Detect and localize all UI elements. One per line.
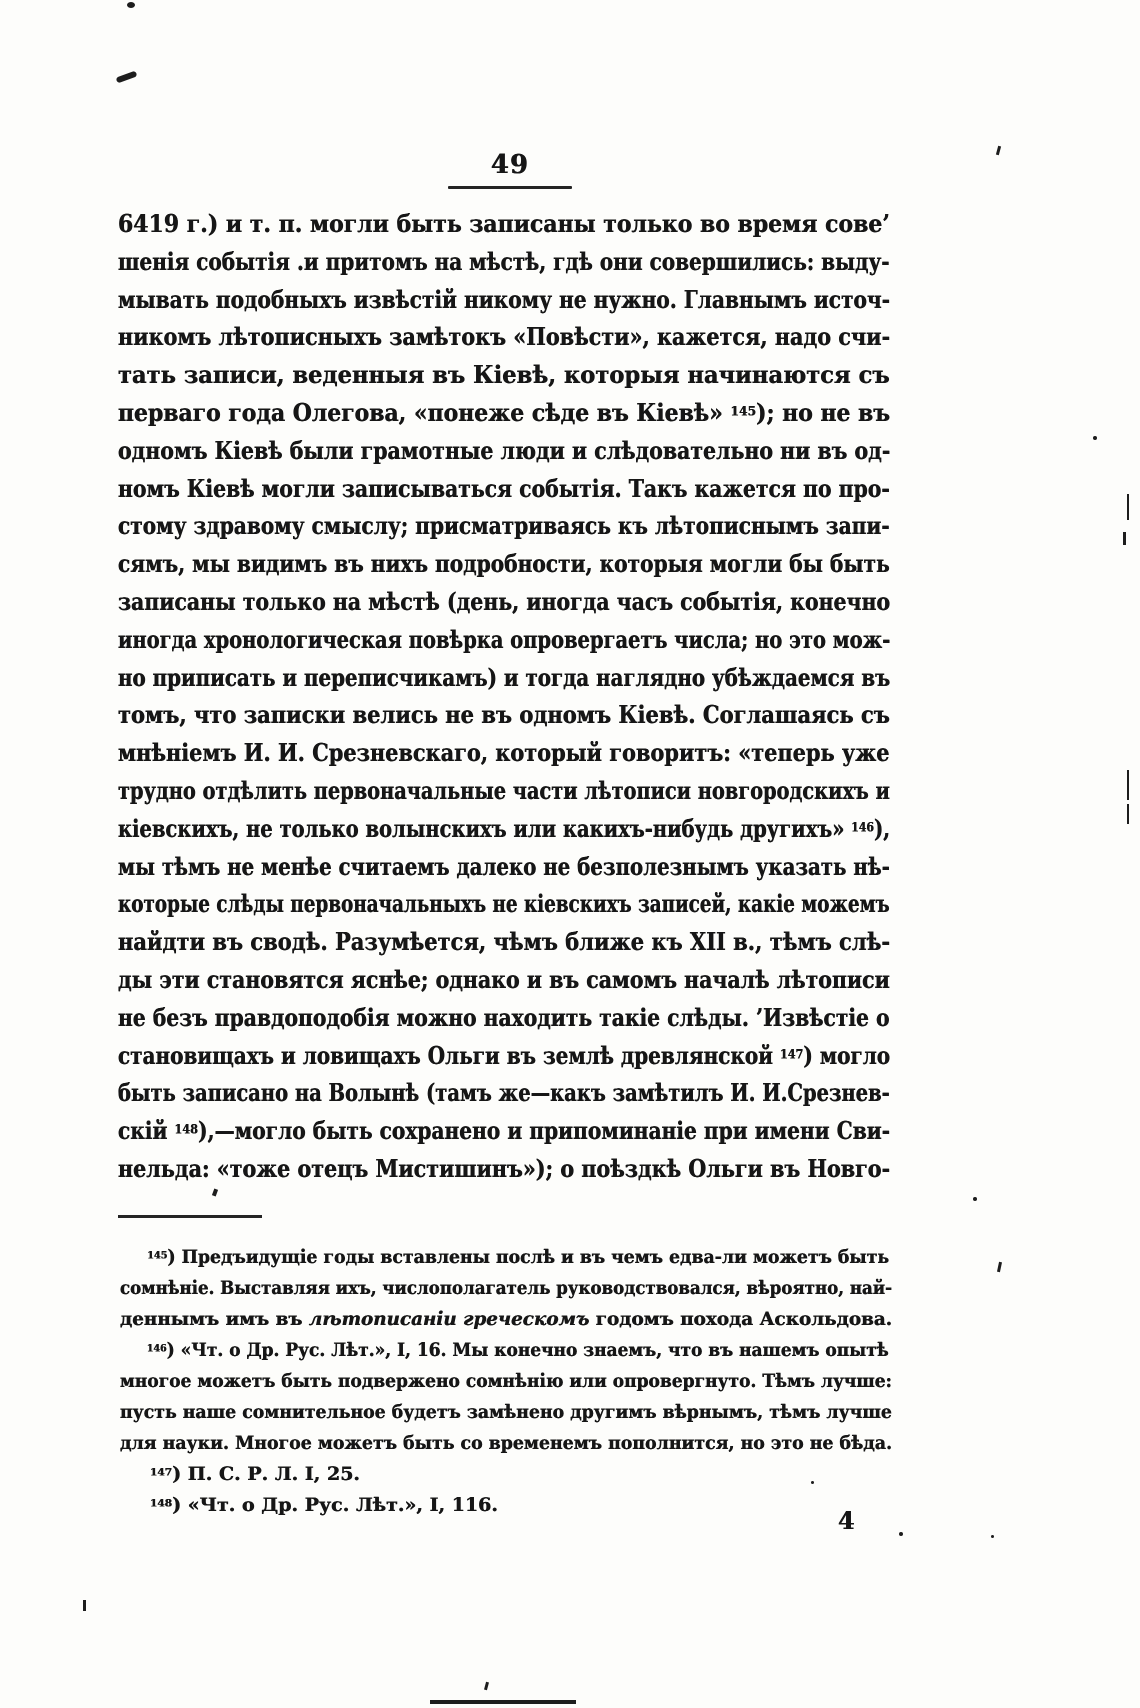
text-segment: ) «Чт. о Др. Рус. Лѣт.», I, 16. Мы конечно знаемъ, что въ нашемъ опытѣ: [166, 1339, 889, 1361]
text-line: [118, 1150, 891, 1188]
scan-speck: [1127, 494, 1129, 520]
text-line: [118, 1074, 890, 1112]
footnote-separator: [118, 1215, 262, 1218]
footnote-line: [120, 1428, 893, 1459]
text-segment: шенія событія .и притомъ на мѣстѣ, гдѣ они совершились: выду-: [118, 246, 890, 276]
text-segment: для науки. Многое можетъ быть со временемъ пополнится, но это не бѣда.: [120, 1432, 893, 1454]
scan-speck: [127, 2, 135, 8]
text-line: [118, 356, 890, 394]
scan-speck: [1127, 804, 1129, 824]
text-line: [118, 318, 891, 356]
text-segment: ) Предъидущіе годы вставлены послѣ и въ чемъ едва-ли можетъ быть: [167, 1246, 890, 1268]
footnote-line: [120, 1304, 893, 1335]
text-segment: сомнѣніе. Выставляя ихъ, числополагатель руководствовался, вѣроятно, най-: [120, 1277, 893, 1299]
text-line: [118, 507, 890, 545]
text-segment: тать записи, веденныя въ Кіевѣ, которыя начинаются съ: [118, 360, 890, 390]
text-line: [118, 734, 890, 772]
footnote-marker: 148: [174, 1121, 199, 1138]
text-segment: ),—могло быть сохранено и припоминаніе при имени Сви-: [198, 1116, 891, 1146]
footnote-marker: 147: [150, 1465, 173, 1479]
text-line: [118, 810, 891, 848]
footnote-line: [120, 1490, 892, 1521]
text-segment: никомъ лѣтописныхъ замѣтокъ «Повѣсти», кажется, надо счи-: [118, 322, 891, 352]
text-segment: ); но не въ: [756, 397, 891, 427]
text-line: [118, 394, 891, 432]
page-header: [448, 150, 572, 189]
text-segment: которые слѣды первоначальныхъ не кіевскихъ записей, какіе можемъ: [118, 889, 890, 919]
scan-speck: [212, 1189, 218, 1197]
text-segment: сямъ, мы видимъ въ нихъ подробности, которыя могли бы быть: [118, 549, 890, 579]
text-segment: скій: [118, 1116, 175, 1146]
text-segment: становищахъ и ловищахъ Ольги въ землѣ древлянской: [118, 1040, 780, 1070]
scan-speck: [83, 1600, 86, 1611]
text-segment: годомъ похода Аскольдова.: [589, 1308, 893, 1330]
footnote-line: [120, 1242, 890, 1273]
text-segment: мнѣніемъ И. И. Срезневскаго, который говоритъ: «теперь уже: [118, 738, 890, 768]
footnote-line: [120, 1366, 892, 1397]
text-segment: деннымъ имъ въ: [120, 1308, 309, 1330]
scan-edge-artifact: [430, 1700, 576, 1704]
text-segment: перваго года Олегова, «понеже сѣде въ Кіевѣ»: [118, 397, 731, 427]
text-line: [118, 1037, 891, 1075]
text-line: [118, 205, 890, 243]
text-segment: найдти въ сводѣ. Разумѣется, чѣмъ ближе къ XII в., тѣмъ слѣ-: [118, 927, 891, 957]
scan-speck: [996, 146, 1001, 155]
text-line: [118, 470, 890, 508]
footnote-marker: 147: [779, 1045, 804, 1062]
text-line: [118, 281, 891, 319]
text-line: [118, 848, 890, 886]
text-segment: ),: [874, 813, 891, 843]
scan-speck: [1123, 532, 1126, 545]
footnote-line: [120, 1335, 889, 1366]
text-segment: ды эти становятся яснѣе; однако и въ самомъ началѣ лѣтописи: [118, 964, 890, 994]
scan-speck: [811, 1481, 814, 1484]
footnote-line: [120, 1273, 893, 1304]
text-segment: мывать подобныхъ извѣстій никому не нужно. Главнымъ источ-: [118, 284, 891, 314]
footnote-marker: 145: [147, 1248, 168, 1262]
scan-speck: [484, 1682, 489, 1691]
scan-speck: [116, 71, 138, 84]
text-line: [118, 696, 890, 734]
main-text: [118, 205, 890, 1188]
text-line: [118, 772, 890, 810]
text-segment: одномъ Кіевѣ были грамотные люди и слѣдовательно ни въ од-: [118, 435, 891, 465]
text-segment: иногда хронологическая повѣрка опровергаетъ числа; но это мож-: [118, 624, 891, 654]
footnotes: [120, 1242, 892, 1521]
scan-speck: [1093, 436, 1097, 440]
footnote-marker: 146: [146, 1341, 167, 1355]
text-segment: быть записано на Волынѣ (тамъ же—какъ замѣтилъ И. И.Срезнев-: [118, 1078, 890, 1108]
text-line: [118, 885, 890, 923]
text-line: [118, 583, 891, 621]
text-segment: записаны только на мѣстѣ (день, иногда часъ событія, конечно: [118, 586, 891, 616]
text-line: [118, 545, 890, 583]
text-line: [118, 659, 891, 697]
text-segment: нельда: «тоже отецъ Мистишинъ»); о поѣздкѣ Ольги въ Новго-: [118, 1153, 891, 1183]
text-line: [118, 999, 890, 1037]
text-segment: ) «Чт. о Др. Рус. Лѣт.», I, 116.: [172, 1494, 499, 1516]
scan-speck: [997, 1262, 1002, 1272]
text-line: [118, 621, 891, 659]
text-line: [118, 961, 890, 999]
italic-phrase: лѣтописаніи греческомъ: [308, 1308, 590, 1330]
footnote-marker: 146: [851, 819, 875, 836]
text-segment: томъ, что записки велись не въ одномъ Кіевѣ. Соглашаясь съ: [118, 700, 890, 730]
text-segment: мы тѣмъ не менѣе считаемъ далеко не безполезнымъ указать нѣ-: [118, 851, 890, 881]
page-number: 49: [490, 150, 530, 180]
text-line: [118, 432, 891, 470]
scan-speck: [973, 1197, 977, 1201]
text-segment: но приписать и переписчикамъ) и тогда наглядно убѣждаемся въ: [118, 662, 891, 692]
text-segment: ) П. С. Р. Л. I, 25.: [172, 1463, 361, 1485]
footnote-marker: 145: [730, 403, 757, 420]
footnote-marker: 148: [150, 1496, 173, 1510]
text-segment: 6419 г.) и т. п. могли быть записаны только во время сове’: [118, 209, 890, 238]
text-line: [118, 1112, 891, 1150]
text-segment: трудно отдѣлить первоначальные части лѣтописи новгородскихъ и: [118, 775, 890, 805]
text-segment: кіевскихъ, не только волынскихъ или какихъ-нибудь другихъ»: [118, 813, 852, 843]
footnote-line: [120, 1459, 892, 1490]
footnote-line: [120, 1397, 892, 1428]
text-segment: номъ Кіевѣ могли записываться событія. Такъ кажется по про-: [118, 473, 890, 503]
text-segment: не безъ правдоподобія можно находить такіе слѣды. ’Извѣстіе о: [118, 1002, 890, 1032]
scan-speck: [1127, 770, 1129, 800]
text-segment: пусть наше сомнительное будетъ замѣнено другимъ вѣрнымъ, тѣмъ лучше: [120, 1401, 892, 1423]
text-line: [118, 243, 890, 281]
signature-mark: 4: [838, 1506, 855, 1535]
text-segment: стому здравому смыслу; присматриваясь къ лѣтописнымъ запи-: [118, 511, 890, 541]
scan-speck: [899, 1532, 903, 1536]
text-segment: многое можетъ быть подвержено сомнѣнію или опровергнуто. Тѣмъ лучше:: [120, 1370, 892, 1392]
scan-speck: [991, 1535, 994, 1538]
text-line: [118, 923, 891, 961]
page-number-rule: [448, 186, 572, 189]
text-segment: ) могло: [803, 1040, 891, 1070]
